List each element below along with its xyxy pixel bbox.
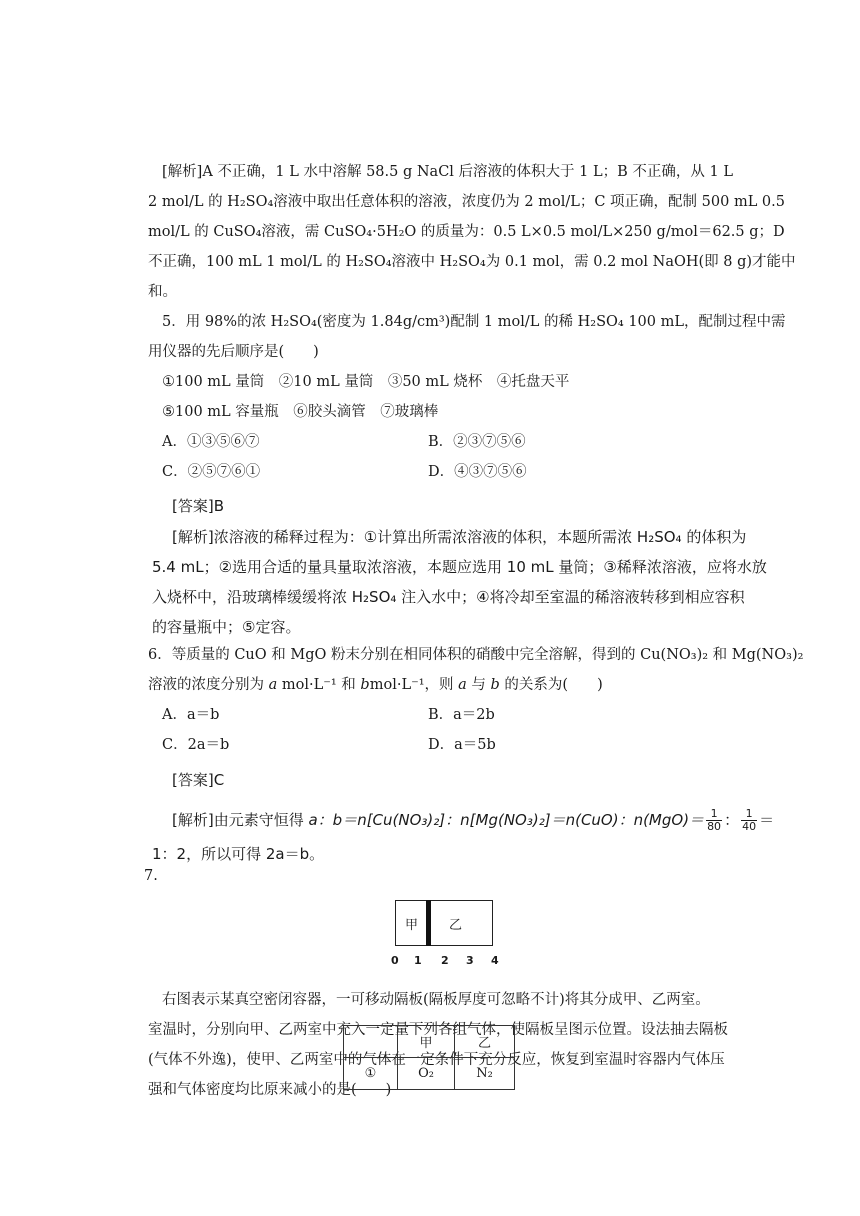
table-row — [344, 1058, 515, 1090]
q5-analysis-line-4: 的容量瓶中；⑤定容。 — [152, 618, 301, 636]
q5-analysis-line-3: 入烧杯中，沿玻璃棒缓缓将浓 H₂SO₄ 注入水中；④将冷却至室温的稀溶液转移到相应容积 — [152, 588, 745, 606]
q5-analysis-line-1: [解析]浓溶液的稀释过程为：①计算出所需浓溶液的体积，本题所需浓 H₂SO₄ 的体积为 — [172, 528, 747, 546]
table-cell: N₂ — [455, 1058, 515, 1090]
table-header-row — [344, 1026, 515, 1058]
q6-analysis-line-2: 1：2，所以可得 2a＝b。 — [152, 845, 325, 863]
q5-instruments-line-1: ①100 mL 量筒 ②10 mL 量筒 ③50 mL 烧杯 ④托盘天平 — [162, 374, 570, 390]
scale-tick-3: 3 — [466, 954, 474, 967]
scale-tick-4: 4 — [491, 954, 499, 967]
q6-option-c: C．2a＝b — [162, 737, 230, 753]
scale-tick-2: 2 — [441, 954, 449, 967]
scale-tick-0: 0 — [391, 954, 399, 967]
q5-instruments-line-2: ⑤100 mL 容量瓶 ⑥胶头滴管 ⑦玻璃棒 — [162, 404, 439, 420]
fraction-1-40: $\frac{1}{40}$ — [742, 807, 757, 833]
q5-option-a: A．①③⑤⑥⑦ — [162, 434, 260, 450]
q7-number: 7. — [144, 868, 158, 884]
q4-analysis-line-1: [解析]A 不正确，1 L 水中溶解 58.5 g NaCl 后溶液的体积大于 1 L；B 不正确，从 1 L — [162, 164, 733, 180]
q5-stem-line-1: 5．用 98%的浓 H₂SO₄(密度为 1.84g/cm³)配制 1 mol/L 的稀 H₂SO₄ 100 mL，配制过程中需 — [162, 314, 786, 330]
q7-stem-line-3: (气体不外逸)，使甲、乙两室中的气体在一定条件下充分反应，恢复到室温时容器内气体压 — [148, 1052, 725, 1068]
table-cell: ① — [344, 1058, 398, 1090]
fraction-1-80: $\frac{1}{80}$ — [707, 807, 722, 833]
q5-answer: [答案]B — [172, 497, 224, 515]
table-header-cell — [344, 1026, 398, 1058]
room-jia-label: 甲 — [405, 918, 419, 933]
partition-plate — [426, 900, 431, 946]
q6-option-d: D．a＝5b — [428, 737, 496, 753]
q6-stem-line-2: 溶液的浓度分别为 a mol·L⁻¹ 和 bmol·L⁻¹，则 a 与 b 的关系为( ) — [148, 677, 603, 693]
q6-stem-line-1: 6．等质量的 CuO 和 MgO 粉末分别在相同体积的硝酸中完全溶解，得到的 Cu(NO₃)₂ 和 Mg(NO₃)₂ — [148, 647, 804, 663]
q4-analysis-line-5: 和。 — [148, 284, 177, 300]
scale-tick-1: 1 — [414, 954, 422, 967]
q5-option-c: C．②⑤⑦⑥① — [162, 464, 261, 480]
q5-option-b: B．②③⑦⑤⑥ — [428, 434, 526, 450]
q4-analysis-line-2: 2 mol/L 的 H₂SO₄溶液中取出任意体积的溶液，浓度仍为 2 mol/L；C 项正确，配制 500 mL 0.5 — [148, 194, 785, 210]
gas-table — [343, 1025, 515, 1090]
q5-stem-line-2: 用仪器的先后顺序是( ) — [148, 344, 319, 360]
q4-analysis-line-4: 不正确，100 mL 1 mol/L 的 H₂SO₄溶液中 H₂SO₄为 0.1 mol，需 0.2 mol NaOH(即 8 g)才能中 — [148, 254, 796, 270]
q6-analysis-line-1: [解析]由元素守恒得 a：b＝n[Cu(NO₃)₂]：n[Mg(NO₃)₂]＝n(CuO)：n(MgO)＝ $\frac{1}{80}$ ： $\frac{1}{40}$ ＝ — [172, 807, 775, 833]
table-cell: O₂ — [398, 1058, 455, 1090]
q6-option-a: A．a＝b — [162, 707, 220, 723]
table-header-cell: 甲 — [398, 1026, 455, 1058]
q6-option-b: B．a＝2b — [428, 707, 495, 723]
q7-stem-line-2: 室温时，分别向甲、乙两室中充入一定量下列各组气体，使隔板呈图示位置。设法抽去隔板 — [148, 1022, 728, 1038]
q6-answer: [答案]C — [172, 771, 225, 789]
q5-option-d: D．④③⑦⑤⑥ — [428, 464, 527, 480]
q4-analysis-line-3: mol/L 的 CuSO₄溶液，需 CuSO₄·5H₂O 的质量为：0.5 L×0.5 mol/L×250 g/mol＝62.5 g；D — [148, 224, 785, 240]
room-yi-label: 乙 — [449, 918, 463, 933]
q5-analysis-line-2: 5.4 mL；②选用合适的量具量取浓溶液，本题应选用 10 mL 量筒；③稀释浓溶液，应将水放 — [152, 558, 767, 576]
q7-stem-line-1: 右图表示某真空密闭容器，一可移动隔板(隔板厚度可忽略不计)将其分成甲、乙两室。 — [162, 992, 710, 1008]
q7-stem-line-4: 强和气体密度均比原来减小的是( ) — [148, 1082, 392, 1098]
table-header-cell: 乙 — [455, 1026, 515, 1058]
